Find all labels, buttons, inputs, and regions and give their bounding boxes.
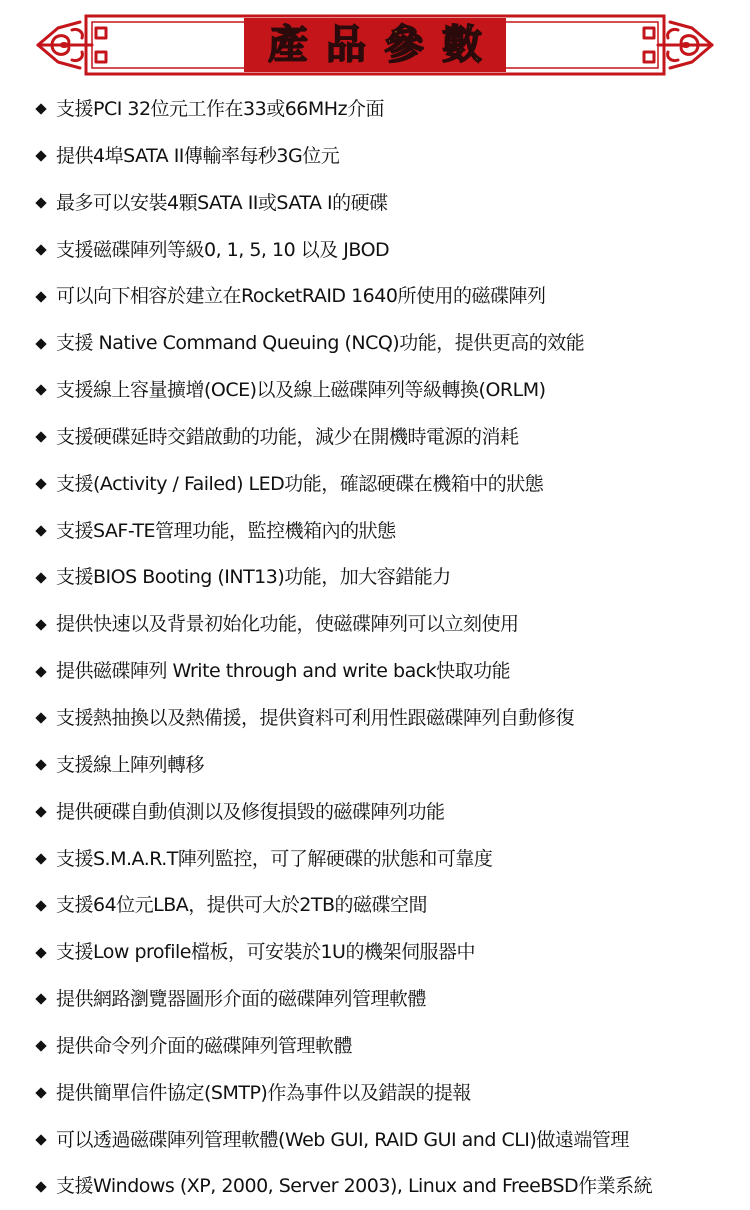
- diamond-bullet-icon: [35, 806, 46, 817]
- feature-item: [0, 508, 750, 555]
- feature-item: [0, 227, 750, 274]
- feature-text: 支援線上陣列轉移: [56, 753, 205, 776]
- feature-item: [0, 882, 750, 929]
- diamond-bullet-icon: [35, 900, 46, 911]
- feature-text: 支援(Activity / Failed) LED功能，確認硬碟在機箱中的狀態: [56, 472, 544, 495]
- header-banner: [0, 0, 750, 90]
- feature-item: [0, 367, 750, 414]
- feature-item: [0, 554, 750, 601]
- page-title: 產品參數: [268, 22, 500, 68]
- feature-text: 提供命令列介面的磁碟陣列管理軟體: [56, 1034, 353, 1057]
- diamond-bullet-icon: [35, 572, 46, 583]
- feature-item: [0, 1070, 750, 1117]
- feature-item: [0, 1163, 750, 1210]
- feature-text: 提供快速以及背景初始化功能，使磁碟陣列可以立刻使用: [56, 613, 519, 636]
- diamond-bullet-icon: [35, 338, 46, 349]
- feature-item: [0, 320, 750, 367]
- diamond-bullet-icon: [35, 1181, 46, 1192]
- feature-text: 支援64位元LBA，提供可大於2TB的磁碟空間: [56, 894, 428, 917]
- diamond-bullet-icon: [35, 666, 46, 677]
- feature-text: 支援S.M.A.R.T陣列監控，可了解硬碟的狀態和可靠度: [56, 847, 493, 870]
- left-ornament-icon: [38, 22, 106, 68]
- feature-item: [0, 976, 750, 1023]
- feature-text: 支援熱抽換以及熱備援，提供資料可利用性跟磁碟陣列自動修復: [56, 706, 575, 729]
- feature-item: [0, 273, 750, 320]
- diamond-bullet-icon: [35, 104, 46, 115]
- feature-text: 提供簡單信件協定(SMTP)作為事件以及錯誤的提報: [56, 1081, 471, 1104]
- diamond-bullet-icon: [35, 760, 46, 771]
- feature-text: 提供網路瀏覽器圖形介面的磁碟陣列管理軟體: [56, 988, 427, 1011]
- diamond-bullet-icon: [35, 432, 46, 443]
- feature-item: [0, 86, 750, 133]
- feature-item: [0, 789, 750, 836]
- feature-item: [0, 742, 750, 789]
- feature-item: [0, 648, 750, 695]
- feature-text: 支援硬碟延時交錯啟動的功能，減少在開機時電源的消耗: [56, 425, 519, 448]
- diamond-bullet-icon: [35, 619, 46, 630]
- feature-text: 支援Windows (XP, 2000, Server 2003), Linux and FreeBSD作業系統: [56, 1175, 653, 1198]
- feature-text: 支援磁碟陣列等級0, 1, 5, 10 以及 JBOD: [56, 238, 390, 261]
- diamond-bullet-icon: [35, 197, 46, 208]
- feature-text: 支援BIOS Booting (INT13)功能，加大容錯能力: [56, 566, 451, 589]
- feature-list: [0, 86, 750, 1210]
- feature-item: [0, 461, 750, 508]
- diamond-bullet-icon: [35, 244, 46, 255]
- feature-item: [0, 836, 750, 883]
- feature-item: [0, 695, 750, 742]
- diamond-bullet-icon: [35, 291, 46, 302]
- feature-text: 支援Low profile檔板，可安裝於1U的機架伺服器中: [56, 941, 475, 964]
- diamond-bullet-icon: [35, 1087, 46, 1098]
- diamond-bullet-icon: [35, 479, 46, 490]
- title-box: [244, 18, 506, 72]
- feature-item: [0, 1023, 750, 1070]
- feature-item: [0, 133, 750, 180]
- feature-item: [0, 929, 750, 976]
- diamond-bullet-icon: [35, 151, 46, 162]
- feature-text: 提供硬碟自動偵測以及修復損毀的磁碟陣列功能: [56, 800, 445, 823]
- diamond-bullet-icon: [35, 994, 46, 1005]
- feature-text: 支援PCI 32位元工作在33或66MHz介面: [56, 98, 385, 121]
- feature-text: 可以向下相容於建立在RocketRAID 1640所使用的磁碟陣列: [56, 285, 546, 308]
- diamond-bullet-icon: [35, 385, 46, 396]
- feature-text: 可以透過磁碟陣列管理軟體(Web GUI, RAID GUI and CLI)做遠端管理: [56, 1128, 629, 1151]
- right-ornament-icon: [644, 22, 712, 68]
- feature-text: 支援 Native Command Queuing (NCQ)功能，提供更高的效能: [56, 332, 585, 355]
- feature-item: [0, 180, 750, 227]
- diamond-bullet-icon: [35, 947, 46, 958]
- feature-text: 支援SAF-TE管理功能，監控機箱內的狀態: [56, 519, 396, 542]
- feature-text: 提供磁碟陣列 Write through and write back快取功能: [56, 660, 511, 683]
- diamond-bullet-icon: [35, 853, 46, 864]
- feature-item: [0, 1117, 750, 1164]
- feature-text: 最多可以安裝4顆SATA II或SATA I的硬碟: [56, 191, 388, 214]
- diamond-bullet-icon: [35, 713, 46, 724]
- diamond-bullet-icon: [35, 525, 46, 536]
- feature-item: [0, 601, 750, 648]
- feature-text: 提供4埠SATA II傳輸率每秒3G位元: [56, 144, 340, 167]
- diamond-bullet-icon: [35, 1041, 46, 1052]
- diamond-bullet-icon: [35, 1134, 46, 1145]
- feature-text: 支援線上容量擴增(OCE)以及線上磁碟陣列等級轉換(ORLM): [56, 379, 546, 402]
- feature-item: [0, 414, 750, 461]
